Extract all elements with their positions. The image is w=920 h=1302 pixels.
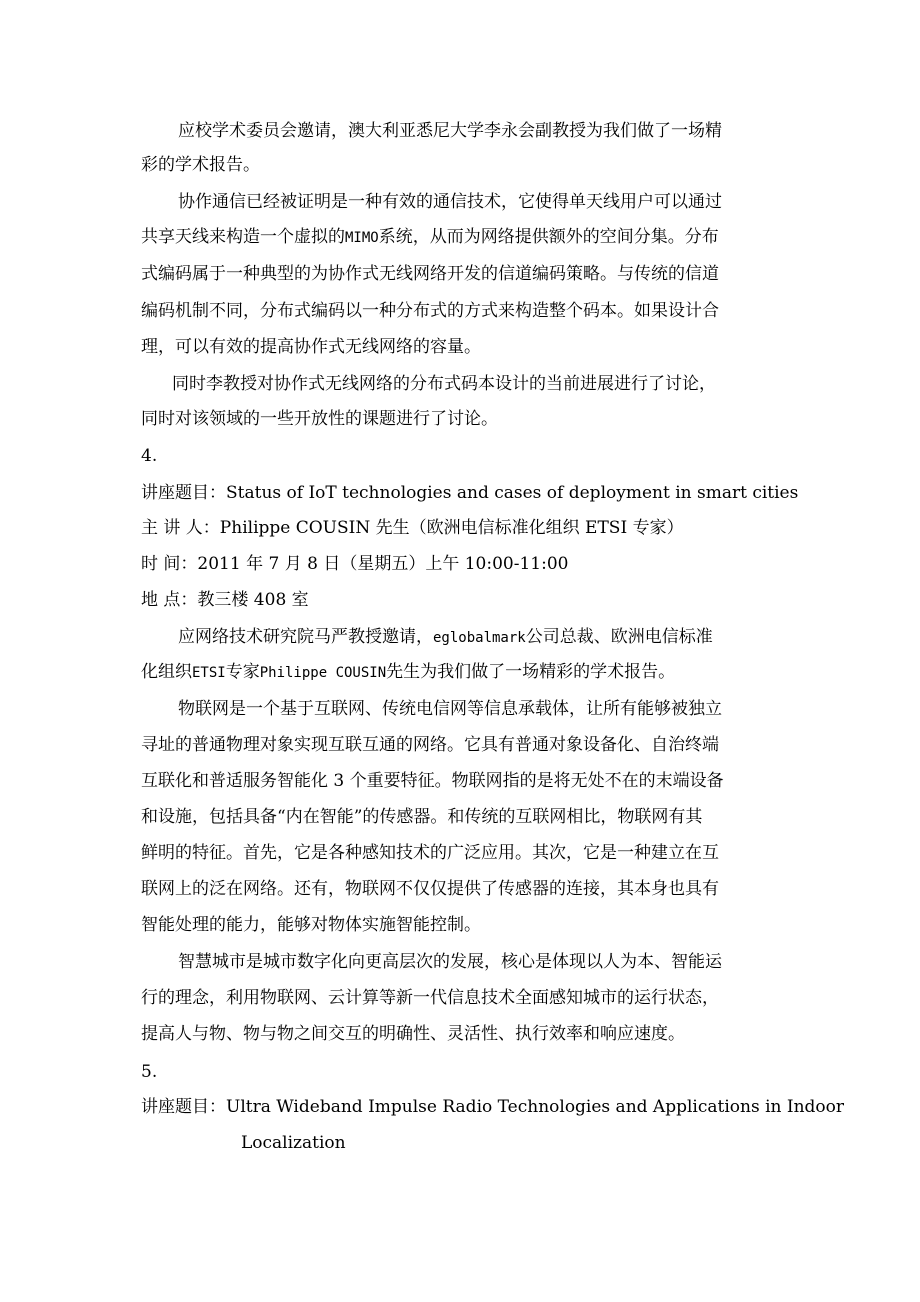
intro-l2-etsi: ETSI: [192, 665, 226, 681]
item4-number: 4.: [141, 446, 158, 466]
para1-line1: 应校学术委员会邀请，澳大利亚悉尼大学李永会副教授为我们做了一场精: [178, 121, 722, 141]
city-line1: 智慧城市是城市数字化向更高层次的发展，核心是体现以人为本、智能运: [178, 952, 722, 972]
item5-title-line1: 讲座题目：Ultra Wideband Impulse Radio Technologies and Applications in Indoor: [141, 1097, 845, 1117]
intro-l1-c: 公司总裁、欧洲电信标准: [525, 627, 713, 647]
iot-line1: 物联网是一个基于互联网、传统电信网等信息承载体，让所有能够被独立: [178, 699, 722, 719]
iot-line7: 智能处理的能力，能够对物体实施智能控制。: [141, 915, 481, 935]
para2-line3: 式编码属于一种典型的为协作式无线网络开发的信道编码策略。与传统的信道: [141, 264, 719, 284]
para2-line2: [141, 227, 719, 248]
iot-line2: 寻址的普通物理对象实现互联互通的网络。它具有普通对象设备化、自治终端: [141, 735, 719, 755]
para3-line2: 同时对该领域的一些开放性的课题进行了讨论。: [141, 409, 498, 429]
item5-title-line2: Localization: [241, 1133, 346, 1153]
city-line3: 提高人与物、物与物之间交互的明确性、灵活性、执行效率和响应速度。: [141, 1024, 685, 1044]
city-line2: 行的理念，利用物联网、云计算等新一代信息技术全面感知城市的运行状态，: [141, 988, 719, 1008]
item5-number: 5.: [141, 1062, 158, 1082]
para2-line4: 编码机制不同，分布式编码以一种分布式的方式来构造整个码本。如果设计合: [141, 301, 719, 321]
para1-line2: 彩的学术报告。: [141, 155, 260, 175]
item4-time: 时 间：2011 年 7 月 8 日（星期五）上午 10:00-11:00: [141, 554, 569, 574]
iot-line5: 鲜明的特征。首先，它是各种感知技术的广泛应用。其次，它是一种建立在互: [141, 843, 719, 863]
para3-line1: 同时李教授对协作式无线网络的分布式码本设计的当前进展进行了讨论，: [172, 374, 716, 394]
item4-intro-line2: [141, 662, 675, 683]
intro-l2-name: Philippe COUSIN: [259, 665, 387, 681]
iot-line3: 互联化和普适服务智能化 3 个重要特征。物联网指的是将无处不在的末端设备: [141, 771, 724, 791]
intro-l2-e: 先生为我们做了一场精彩的学术报告。: [386, 662, 676, 682]
item4-place: 地 点：教三楼 408 室: [141, 590, 309, 610]
intro-l1-company: eglobalmark: [433, 630, 526, 646]
intro-l1-a: 应网络技术研究院马严教授邀请，: [178, 627, 433, 647]
para2-line2-c: 系统，从而为网络提供额外的空间分集。分布: [378, 227, 719, 247]
para2-line2-mimo: MIMO: [345, 230, 379, 246]
intro-l2-c: 专家: [225, 662, 260, 682]
para2-line1: 协作通信已经被证明是一种有效的通信技术，它使得单天线用户可以通过: [178, 192, 722, 212]
item4-intro-line1: [178, 627, 713, 648]
intro-l2-a: 化组织: [141, 662, 192, 682]
para2-line2-a: 共享天线来构造一个虚拟的: [141, 227, 345, 247]
item4-title: 讲座题目：Status of IoT technologies and cases of deployment in smart cities: [141, 483, 799, 503]
item4-speaker: 主 讲 人：Philippe COUSIN 先生（欧洲电信标准化组织 ETSI 专家）: [141, 518, 684, 538]
iot-line4: 和设施，包括具备“内在智能”的传感器。和传统的互联网相比，物联网有其: [141, 807, 703, 827]
para2-line5: 理，可以有效的提高协作式无线网络的容量。: [141, 337, 481, 357]
iot-line6: 联网上的泛在网络。还有，物联网不仅仅提供了传感器的连接，其本身也具有: [141, 879, 719, 899]
